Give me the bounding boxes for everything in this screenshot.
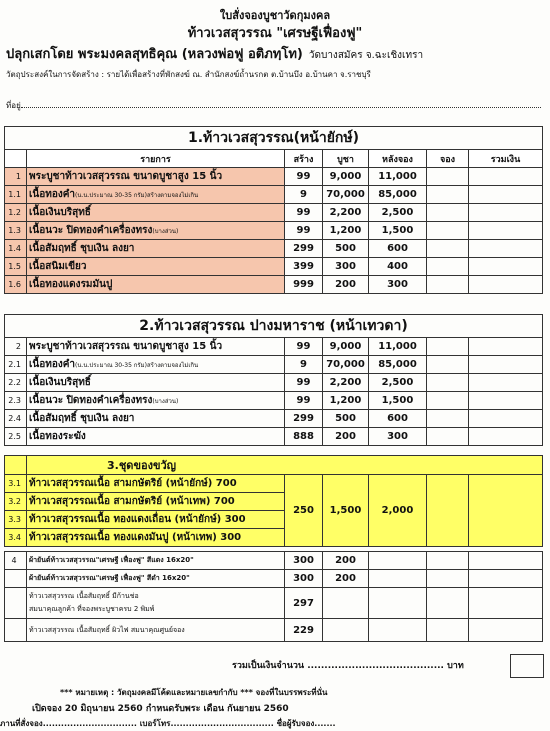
row-total-input[interactable] xyxy=(469,168,543,186)
qty-cell: 299 xyxy=(285,240,323,258)
qty-cell: 300 xyxy=(285,570,323,588)
qty-cell: 9 xyxy=(285,356,323,374)
price-cell: 1,200 xyxy=(323,392,369,410)
row-number: 3.1 xyxy=(5,475,27,493)
reserve-input[interactable] xyxy=(427,276,469,294)
item-label: เนื้อสัมฤทธิ์ ชุบเงิน ลงยา xyxy=(29,413,135,424)
reserve-input[interactable] xyxy=(427,222,469,240)
item-name: ท้าวเวสสุวรรณเนื้อ ทองแดงมันปู (หน้าเทพ) 300 xyxy=(27,529,285,547)
item-name xyxy=(27,392,285,410)
qty-cell: 229 xyxy=(285,619,323,642)
table-row xyxy=(5,428,543,446)
item-note: (บางส่วน) xyxy=(152,228,179,235)
qty-cell: 297 xyxy=(285,588,323,619)
price-cell: 500 xyxy=(323,240,369,258)
consecrated-by: ปลุกเสกโดย พระมงคลสุทธิคุณ (หลวงพ่อฟู อติภทฺโท) วัดบางสมัคร จ.ฉะเชิงเทรา xyxy=(6,47,424,62)
section4-table xyxy=(4,551,543,642)
item-label: เนื้อเงินบริสุทธิ์ xyxy=(29,207,91,218)
reserve-input[interactable] xyxy=(427,168,469,186)
purpose-line: วัตถุประสงค์ในการจัดสร้าง : รายได้เพื่อสร้างที่พักสงฆ์ ณ. สำนักสงฆ์ถ้ำนรกต ต.บ้านบึง อ.บ้านคา จ.ราชบุรี xyxy=(6,70,371,79)
price-cell: 200 xyxy=(323,428,369,446)
item-name xyxy=(27,186,285,204)
table-row xyxy=(5,168,543,186)
after-cell: 2,000 xyxy=(369,475,427,547)
total-amount-box[interactable] xyxy=(510,654,544,678)
section3-table xyxy=(4,455,543,547)
price-cell: 1,200 xyxy=(323,222,369,240)
col-after: หลังจอง xyxy=(369,150,427,168)
item-label: เนื้อสัมฤทธิ์ ชุบเงิน ลงยา xyxy=(29,243,135,254)
price-cell: 70,000 xyxy=(323,356,369,374)
table-row xyxy=(5,410,543,428)
table-row xyxy=(5,552,543,570)
row-number: 4 xyxy=(5,552,27,570)
reserve-input[interactable] xyxy=(427,374,469,392)
row-number: 1.6 xyxy=(5,276,27,294)
item-label: เนื้อนวะ ปิดทองคำเครื่องทรง xyxy=(29,395,153,406)
reserve-input[interactable] xyxy=(427,552,469,570)
item-name xyxy=(27,240,285,258)
remark: *** หมายเหตุ : วัตถุมงคลมีโค้ดและหมายเลขกำกับ *** จองที่ในบรรพระที่นั่น xyxy=(60,688,328,697)
section1-table xyxy=(4,126,543,294)
reserve-input[interactable] xyxy=(427,410,469,428)
row-number: 1 xyxy=(5,168,27,186)
item-note: (บางส่วน) xyxy=(152,398,179,405)
item-label: เนื้อทองคำ xyxy=(29,189,76,200)
address-line: ที่อยู่ xyxy=(6,99,541,112)
row-total-input[interactable] xyxy=(469,392,543,410)
after-price-cell xyxy=(369,619,427,642)
row-total-input[interactable] xyxy=(469,186,543,204)
reserve-input[interactable] xyxy=(427,240,469,258)
col-total: รวมเงิน xyxy=(469,150,543,168)
price-cell: 300 xyxy=(323,258,369,276)
contact-line: ภานที่สั่งจอง............................... เบอร์โทร.................................. ชื่อผู้รับจอง....... xyxy=(0,719,336,728)
reserve-input[interactable] xyxy=(427,356,469,374)
row-number: 1.3 xyxy=(5,222,27,240)
total-amount-line: รวมเป็นเงินจำนวน ........................................ บาท xyxy=(232,661,464,671)
item-label: เนื้อทองคำ xyxy=(29,359,76,370)
price-cell: 200 xyxy=(323,570,369,588)
item-name xyxy=(27,258,285,276)
row-number xyxy=(5,570,27,588)
reserve-input[interactable] xyxy=(427,392,469,410)
item-name xyxy=(27,588,285,619)
row-number: 3.2 xyxy=(5,493,27,511)
price-cell: 200 xyxy=(323,276,369,294)
after-price-cell: 2,500 xyxy=(369,374,427,392)
item-name xyxy=(27,276,285,294)
qty-cell: 888 xyxy=(285,428,323,446)
item-name: ท้าวเวสสุวรรณเนื้อ สามกษัตริย์ (หน้าเทพ) 700 xyxy=(27,493,285,511)
table-row xyxy=(5,276,543,294)
booking-period: เปิดจอง 20 มิถุนายน 2560 กำหนดรับพระ เดือน กันยายน 2560 xyxy=(32,704,289,714)
row-number xyxy=(5,619,27,642)
price-cell: 2,200 xyxy=(323,204,369,222)
reserve-input[interactable] xyxy=(427,570,469,588)
after-price-cell: 1,500 xyxy=(369,222,427,240)
price-cell: 500 xyxy=(323,410,369,428)
reserve-input[interactable] xyxy=(427,258,469,276)
qty-cell: 399 xyxy=(285,258,323,276)
after-price-cell: 600 xyxy=(369,240,427,258)
after-price-cell: 400 xyxy=(369,258,427,276)
row-number: 1.1 xyxy=(5,186,27,204)
price-cell: 70,000 xyxy=(323,186,369,204)
after-price-cell: 300 xyxy=(369,428,427,446)
qty-cell: 99 xyxy=(285,168,323,186)
reserve-input[interactable] xyxy=(427,204,469,222)
col-item: รายการ xyxy=(27,150,285,168)
row-total-input[interactable] xyxy=(469,204,543,222)
after-price-cell xyxy=(369,570,427,588)
table-row xyxy=(5,222,543,240)
col-reserve: จอง xyxy=(427,150,469,168)
row-total-input[interactable] xyxy=(469,588,543,619)
item-line2: สมนาคุณลูกค้า ที่จองพระบูชาครบ 2 พิมพ์ xyxy=(29,605,155,613)
item-name: ท้าวเวสสุวรรณเนื้อ ทองแดงเถื่อน (หน้ายักษ์) 300 xyxy=(27,511,285,529)
price-cell: 9,000 xyxy=(323,168,369,186)
section3-title: 3.ชุดของขวัญ xyxy=(27,456,543,475)
temple-name: วัดบางสมัคร จ.ฉะเชิงเทรา xyxy=(308,50,424,61)
table-row xyxy=(5,240,543,258)
item-label: เนื้อทองระฆัง xyxy=(29,431,86,442)
after-price-cell: 2,500 xyxy=(369,204,427,222)
row-number: 3.3 xyxy=(5,511,27,529)
row-total-input[interactable] xyxy=(469,552,543,570)
after-price-cell: 11,000 xyxy=(369,168,427,186)
row-total-input[interactable] xyxy=(469,222,543,240)
reserve-input[interactable] xyxy=(427,588,469,619)
row-total-input[interactable] xyxy=(469,374,543,392)
item-name xyxy=(27,204,285,222)
col-price: บูชา xyxy=(323,150,369,168)
qty-cell: 99 xyxy=(285,392,323,410)
section2-table xyxy=(4,314,543,446)
reserve-input[interactable] xyxy=(427,619,469,642)
qty-cell: 250 xyxy=(285,475,323,547)
item-name: ผ้ายันต์ท้าวเวสสุวรรณ"เศรษฐี เฟื่องฟู" สีดำ 16x20" xyxy=(27,570,285,588)
item-note: (น.น.ประมาณ 30-35 กรัม)สร้างตามจองไม่เกิน xyxy=(75,192,199,199)
item-note: (น.น.ประมาณ 30-35 กรัม)สร้างตามจองไม่เกิน xyxy=(75,362,199,369)
reserve-input[interactable] xyxy=(427,475,469,547)
item-line1: ท้าวเวสสุวรรณ เนื้อสัมฤทธิ์ ผิวไฟ สมนาคุณศูนย์จอง xyxy=(29,625,185,634)
item-label: เนื้อทองแดงรมมันปู xyxy=(29,279,113,290)
table-row xyxy=(5,475,543,493)
item-label: พระบูชาท้าวเวสสุวรรณ ขนาดบูชาสูง 15 นิ้ว xyxy=(29,171,223,182)
price-cell: 1,500 xyxy=(323,475,369,547)
table-row xyxy=(5,588,543,619)
price-cell: 2,200 xyxy=(323,374,369,392)
row-total-input[interactable] xyxy=(469,338,543,356)
after-price-cell xyxy=(369,588,427,619)
row-total-input[interactable] xyxy=(469,276,543,294)
section1-title: 1.ท้าวเวสสุวรรณ(หน้ายักษ์) xyxy=(5,127,543,150)
price-cell: 9,000 xyxy=(323,338,369,356)
address-field[interactable] xyxy=(21,99,541,108)
item-name xyxy=(27,374,285,392)
after-price-cell: 11,000 xyxy=(369,338,427,356)
item-label: เนื้อนวะ ปิดทองคำเครื่องทรง xyxy=(29,225,153,236)
qty-cell: 99 xyxy=(285,204,323,222)
qty-cell: 999 xyxy=(285,276,323,294)
after-price-cell xyxy=(369,552,427,570)
after-price-cell: 600 xyxy=(369,410,427,428)
item-name xyxy=(27,428,285,446)
row-total-input[interactable] xyxy=(469,570,543,588)
qty-cell: 99 xyxy=(285,222,323,240)
qty-cell: 299 xyxy=(285,410,323,428)
qty-cell: 9 xyxy=(285,186,323,204)
table-row xyxy=(5,204,543,222)
item-label: พระบูชาท้าวเวสสุวรรณ ขนาดบูชาสูง 15 นิ้ว xyxy=(29,341,223,352)
row-number: 1.4 xyxy=(5,240,27,258)
after-price-cell: 1,500 xyxy=(369,392,427,410)
reserve-input[interactable] xyxy=(427,186,469,204)
price-cell xyxy=(323,588,369,619)
row-number: 3.4 xyxy=(5,529,27,547)
after-price-cell: 85,000 xyxy=(369,186,427,204)
item-label: เนื้อเงินบริสุทธิ์ xyxy=(29,377,91,388)
table-row xyxy=(5,570,543,588)
row-number: 2.5 xyxy=(5,428,27,446)
row-total-input[interactable] xyxy=(469,258,543,276)
table-row xyxy=(5,258,543,276)
item-name xyxy=(27,338,285,356)
table-row xyxy=(5,619,543,642)
item-name xyxy=(27,222,285,240)
qty-cell: 99 xyxy=(285,338,323,356)
item-line1: ท้าวเวสสุวรรณ เนื้อสัมฤทธิ์ มีก้านช่อ xyxy=(29,592,139,600)
row-total-input[interactable] xyxy=(469,428,543,446)
row-number xyxy=(5,588,27,619)
row-number: 2 xyxy=(5,338,27,356)
row-total-input[interactable] xyxy=(469,356,543,374)
row-number: 2.4 xyxy=(5,410,27,428)
item-name xyxy=(27,410,285,428)
row-number: 2.2 xyxy=(5,374,27,392)
reserve-input[interactable] xyxy=(427,428,469,446)
col-qty: สร้าง xyxy=(285,150,323,168)
item-name xyxy=(27,619,285,642)
item-name xyxy=(27,168,285,186)
price-cell: 200 xyxy=(323,552,369,570)
row-number: 2.1 xyxy=(5,356,27,374)
form-title: ใบสั่งจองบูชาวัดกุมงคล xyxy=(219,9,331,22)
item-name xyxy=(27,356,285,374)
reserve-input[interactable] xyxy=(427,338,469,356)
table-row xyxy=(5,338,543,356)
row-number: 1.5 xyxy=(5,258,27,276)
row-number: 1.2 xyxy=(5,204,27,222)
qty-cell: 300 xyxy=(285,552,323,570)
qty-cell: 99 xyxy=(285,374,323,392)
item-name: ท้าวเวสสุวรรณเนื้อ สามกษัตริย์ (หน้ายักษ์) 700 xyxy=(27,475,285,493)
price-cell xyxy=(323,619,369,642)
table-row xyxy=(5,186,543,204)
item-name: ผ้ายันต์ท้าวเวสสุวรรณ"เศรษฐี เฟื่องฟู" สีแดง 16x20" xyxy=(27,552,285,570)
row-total-input[interactable] xyxy=(469,240,543,258)
item-label: เนื้อสนิมเขียว xyxy=(29,261,87,272)
row-total-input[interactable] xyxy=(469,475,543,547)
table-row xyxy=(5,356,543,374)
after-price-cell: 300 xyxy=(369,276,427,294)
after-price-cell: 85,000 xyxy=(369,356,427,374)
row-total-input[interactable] xyxy=(469,619,543,642)
amulet-name: ท้าวเวสสุวรรณ "เศรษฐีเฟื่องฟู" xyxy=(187,26,363,41)
section2-title: 2.ท้าวเวสสุวรรณ ปางมหาราช (หน้าเทวดา) xyxy=(5,315,543,338)
row-number: 2.3 xyxy=(5,392,27,410)
row-total-input[interactable] xyxy=(469,410,543,428)
table-row xyxy=(5,392,543,410)
table-row xyxy=(5,374,543,392)
